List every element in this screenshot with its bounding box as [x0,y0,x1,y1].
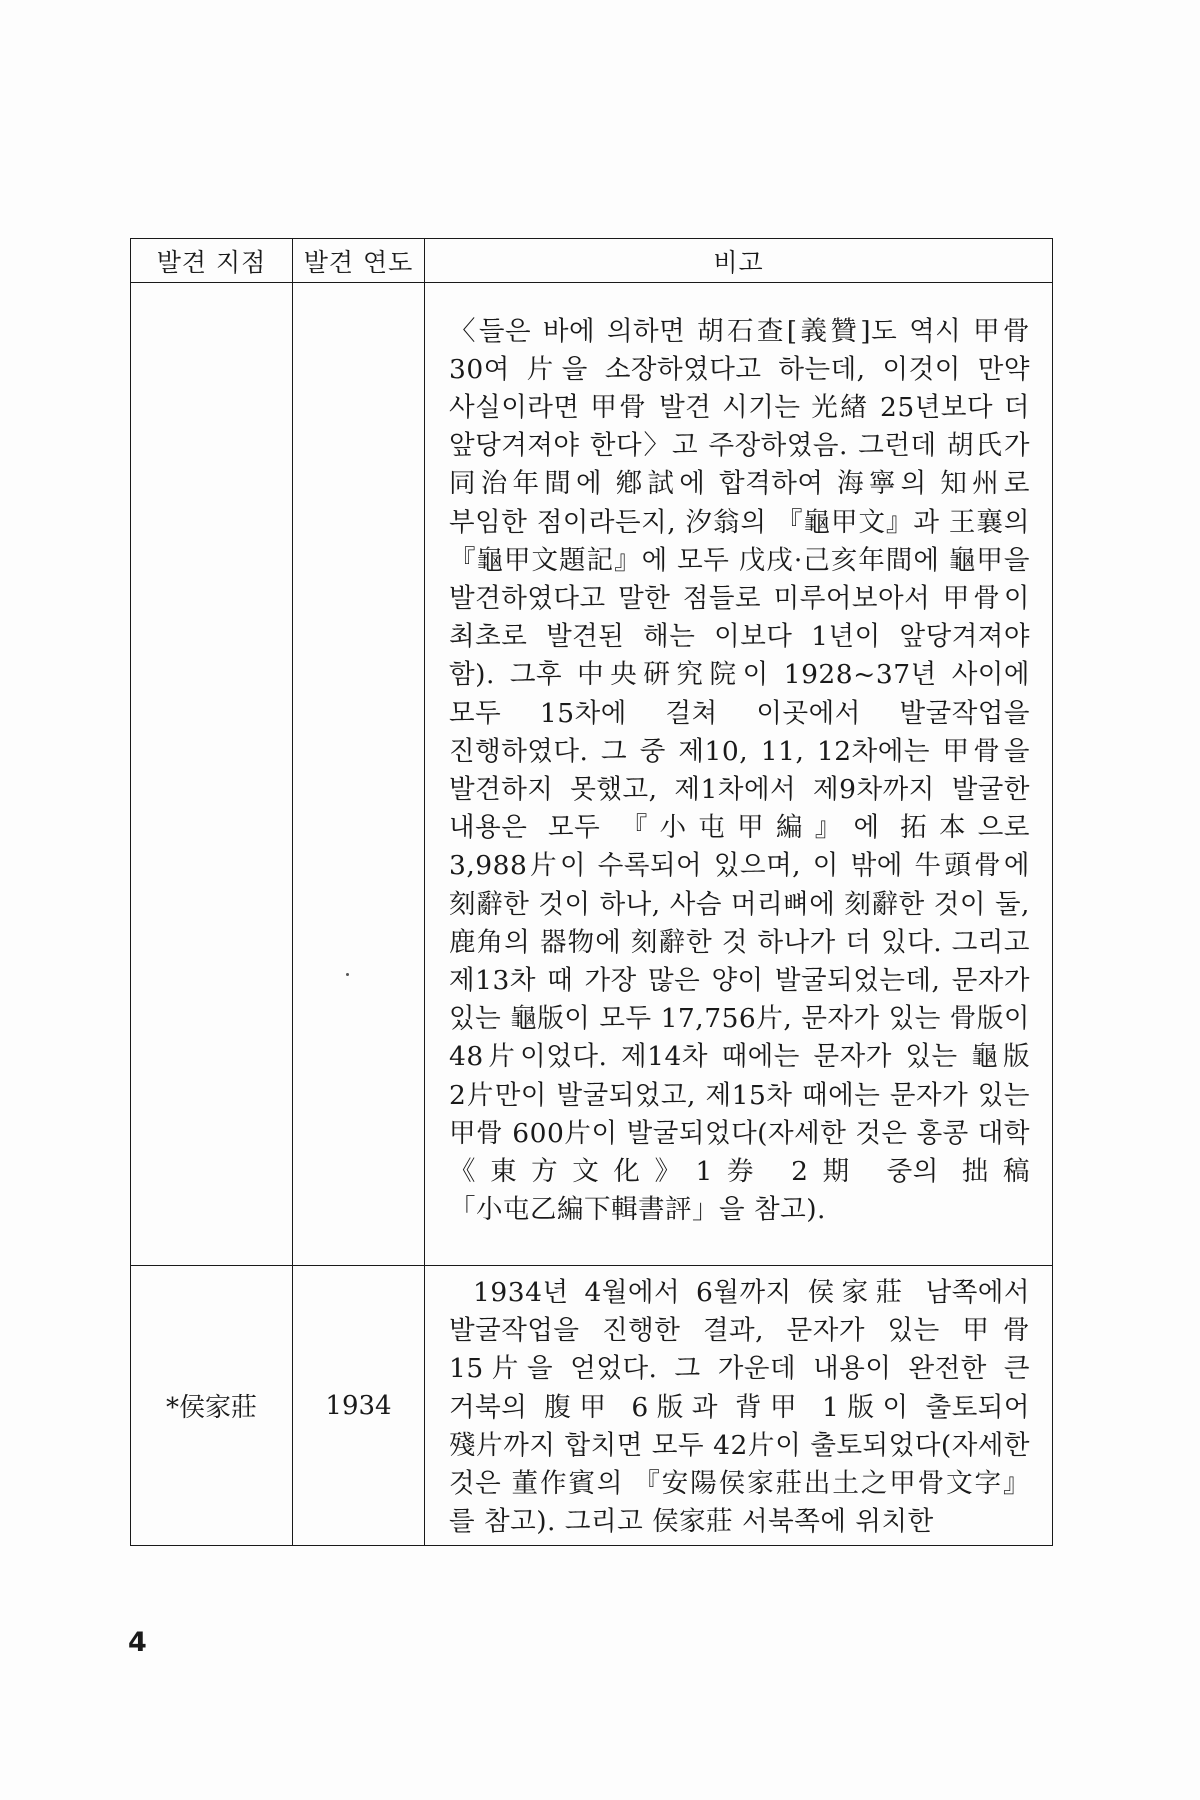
remark-cell [425,283,1053,1266]
header-remark: 비고 [425,239,1053,283]
table-header-row [131,239,1053,283]
header-site: 발견 지점 [131,239,293,283]
year-cell [293,283,425,1266]
scan-speck [346,973,349,976]
site-cell: *侯家莊 [131,1266,293,1546]
year-cell: 1934 [293,1266,425,1546]
site-cell [131,283,293,1266]
remark-cell [425,1266,1053,1546]
remark-text: 1934년 4월에서 6월까지 侯家莊 남쪽에서 발굴작업을 진행한 결과, 문자가 있는 甲骨 15片을 얻었다. 그 가운데 내용이 완전한 큰 거북의 腹甲 6版과 背甲 1版이 출토되어 殘片까지 합치면 모두 42片이 출토되었다(자세한 것은 董作賓의 『安陽侯家莊出土之甲骨文字』를 참고). 그리고 侯家莊 서북쪽에 위치한 [449,1277,1030,1538]
page-number: 4 [128,1627,147,1658]
excavation-table [130,238,1053,1546]
table-row [131,283,1053,1266]
header-year: 발견 연도 [293,239,425,283]
remark-text: 〈들은 바에 의하면 胡石查[義贊]도 역시 甲骨 30여 片을 소장하였다고 하는데, 이것이 만약 사실이라면 甲骨 발견 시기는 光緖 25년보다 더 앞당겨져야 한다〉고 주장하였음. 그런데 胡氏가 同治年間에 鄕試에 합격하여 海寧의 知州로 부임한 점이라든지, 汐翁의 『龜甲文』과 王襄의 『龜甲文題記』에 모두 戊戌·己亥年間에 龜甲을 발견하였다고 말한 점들로 미루어보아서 甲骨이 최초로 발견된 해는 이보다 1년이 앞당겨져야 함). 그후 中央硏究院이 1928~37년 사이에 모두 15차에 걸쳐 이곳에서 발굴작업을 진행하였다. 그 중 제10, 11, 12차에는 甲骨을 발견하지 못했고, 제1차에서 제9차까지 발굴한 내용은 모두 『小屯甲編』에 拓本으로 3,988片이 수록되어 있으며, 이 밖에 牛頭骨에 刻辭한 것이 하나, 사슴 머리뼈에 刻辭한 것이 둘, 鹿角의 器物에 刻辭한 것 하나가 더 있다. 그리고 제13차 때 가장 많은 양이 발굴되었는데, 문자가 있는 龜版이 모두 17,756片, 문자가 있는 骨版이 48片이었다. 제14차 때에는 문자가 있는 龜版 2片만이 발굴되었고, 제15차 때에는 문자가 있는 甲骨 600片이 발굴되었다(자세한 것은 홍콩 대학《東方文化》1券 2期 중의 拙稿「小屯乙編下輯書評」을 참고). [449,315,1030,1226]
table-row [131,1266,1053,1546]
